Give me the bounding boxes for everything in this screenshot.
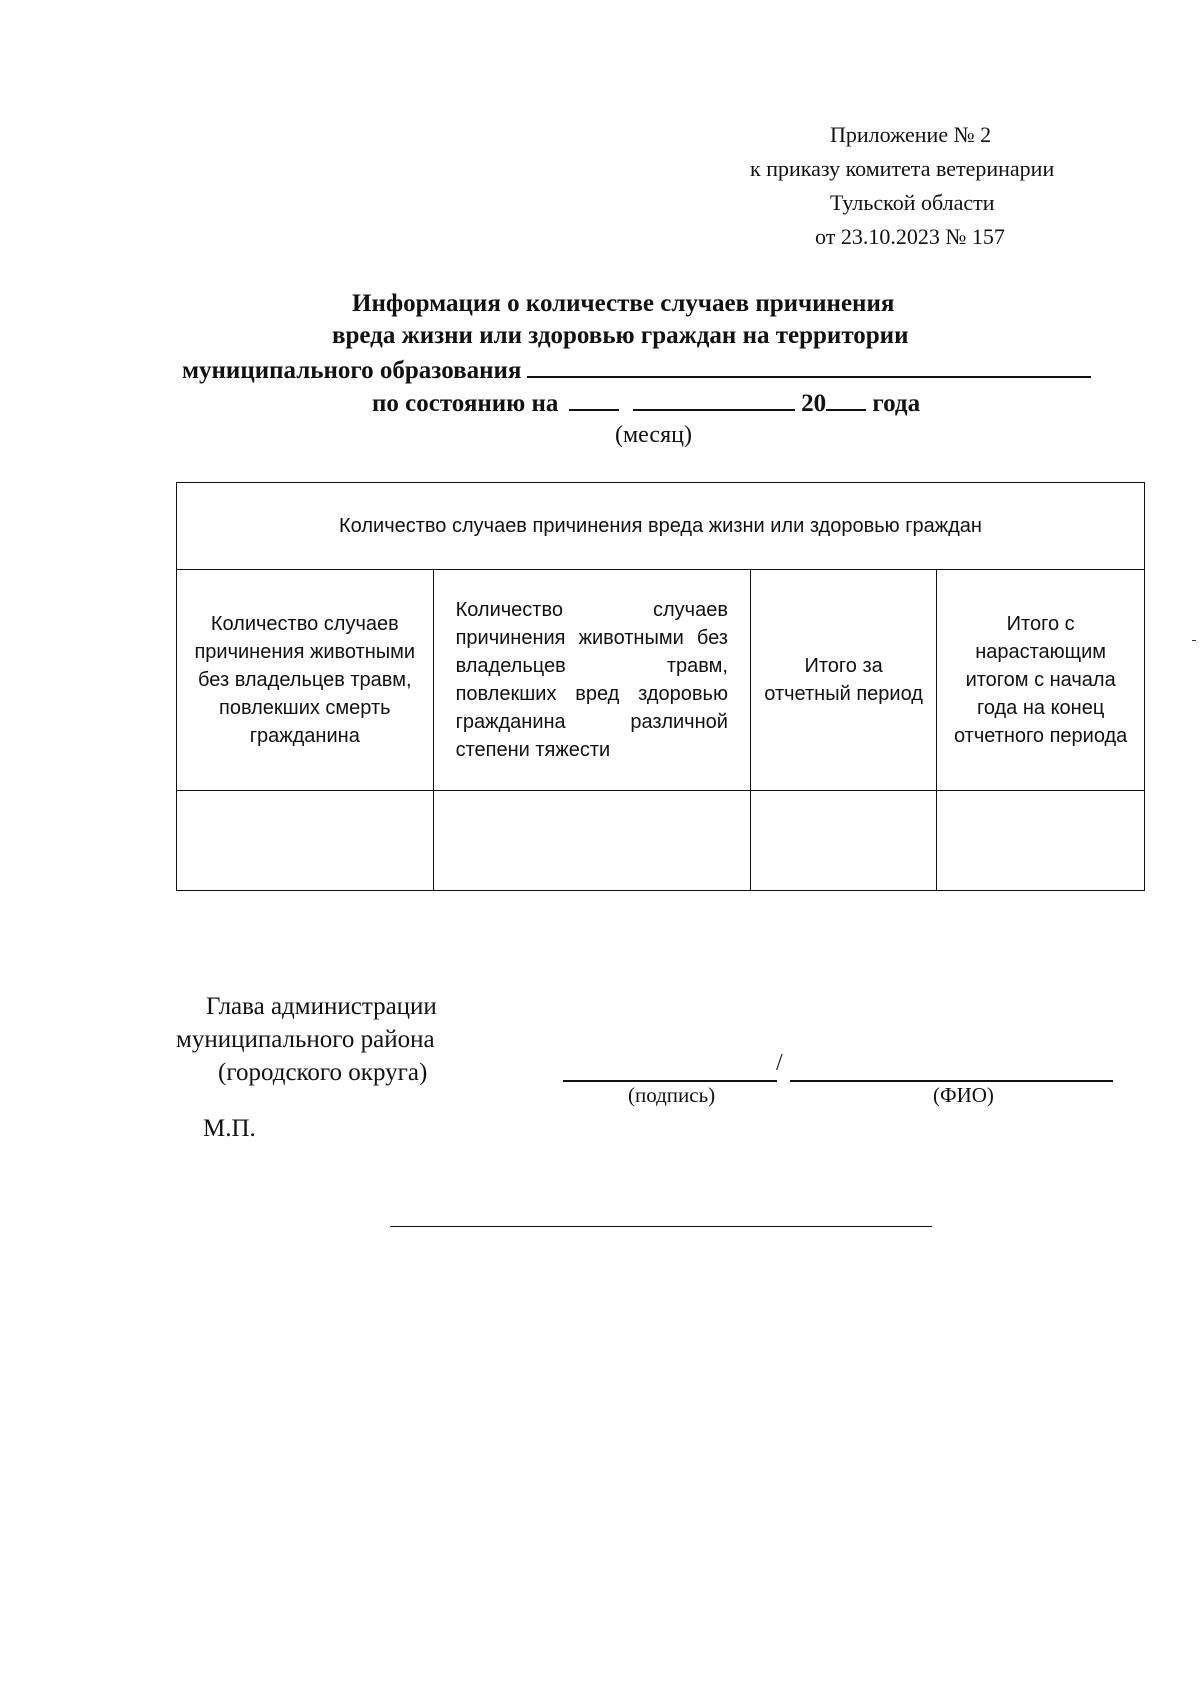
signature-caption: (подпись)	[628, 1083, 716, 1107]
annex-number: Приложение № 2	[830, 122, 992, 147]
year-prefix: 20	[801, 390, 827, 417]
position-line-2: муниципального района	[176, 1026, 435, 1053]
title-line-1: Информация о количестве случаев причинения	[352, 290, 895, 317]
title-line-3	[182, 354, 1091, 387]
month-blank[interactable]	[633, 387, 795, 411]
table-header: Количество случаев причинения вреда жизни или здоровью граждан	[177, 483, 1145, 570]
cell-injuries[interactable]	[433, 791, 750, 891]
day-blank[interactable]	[569, 387, 619, 411]
month-caption: (месяц)	[615, 422, 692, 448]
as-of-label: по состоянию на	[372, 390, 559, 417]
annex-order: к приказу комитета ветеринарии	[750, 156, 1055, 181]
column-cumulative-total: Итого с нарастающим итогом с начала года на конец отчетного периода	[937, 570, 1145, 791]
cell-deaths[interactable]	[177, 791, 434, 891]
municipality-label: муниципального образования	[182, 357, 522, 384]
cell-period-total[interactable]	[750, 791, 936, 891]
full-name-blank[interactable]	[790, 1080, 1113, 1082]
position-line-1: Глава администрации	[206, 993, 437, 1020]
municipality-blank[interactable]	[527, 354, 1091, 378]
signature-blank[interactable]	[563, 1080, 777, 1082]
year-suffix: года	[872, 390, 921, 417]
scan-artifact	[1192, 640, 1196, 641]
column-period-total: Итого за отчетный период	[750, 570, 936, 791]
annex-block	[690, 118, 1090, 254]
signature-separator: /	[776, 1050, 783, 1076]
annex-date: от 23.10.2023 № 157	[815, 224, 1005, 249]
full-name-caption: (ФИО)	[933, 1083, 994, 1107]
report-table	[176, 482, 1145, 891]
bottom-divider	[390, 1226, 932, 1227]
stamp-placeholder: М.П.	[203, 1115, 256, 1142]
position-line-3: (городского округа)	[218, 1059, 428, 1086]
signatory-position	[176, 990, 437, 1089]
cell-cumulative-total[interactable]	[937, 791, 1145, 891]
column-deaths: Количество случаев причинения животными без владельцев травм, повлекших смерть гражданина	[177, 570, 434, 791]
title-line-2: вреда жизни или здоровью граждан на территории	[332, 322, 909, 349]
year-blank[interactable]	[826, 387, 866, 411]
annex-region: Тульской области	[830, 190, 995, 215]
column-injuries: Количество случаев причинения животными без владельцев травм, повлекших вред здоровью гражданина различной степени тяжести	[433, 570, 750, 791]
title-line-4	[372, 387, 920, 420]
